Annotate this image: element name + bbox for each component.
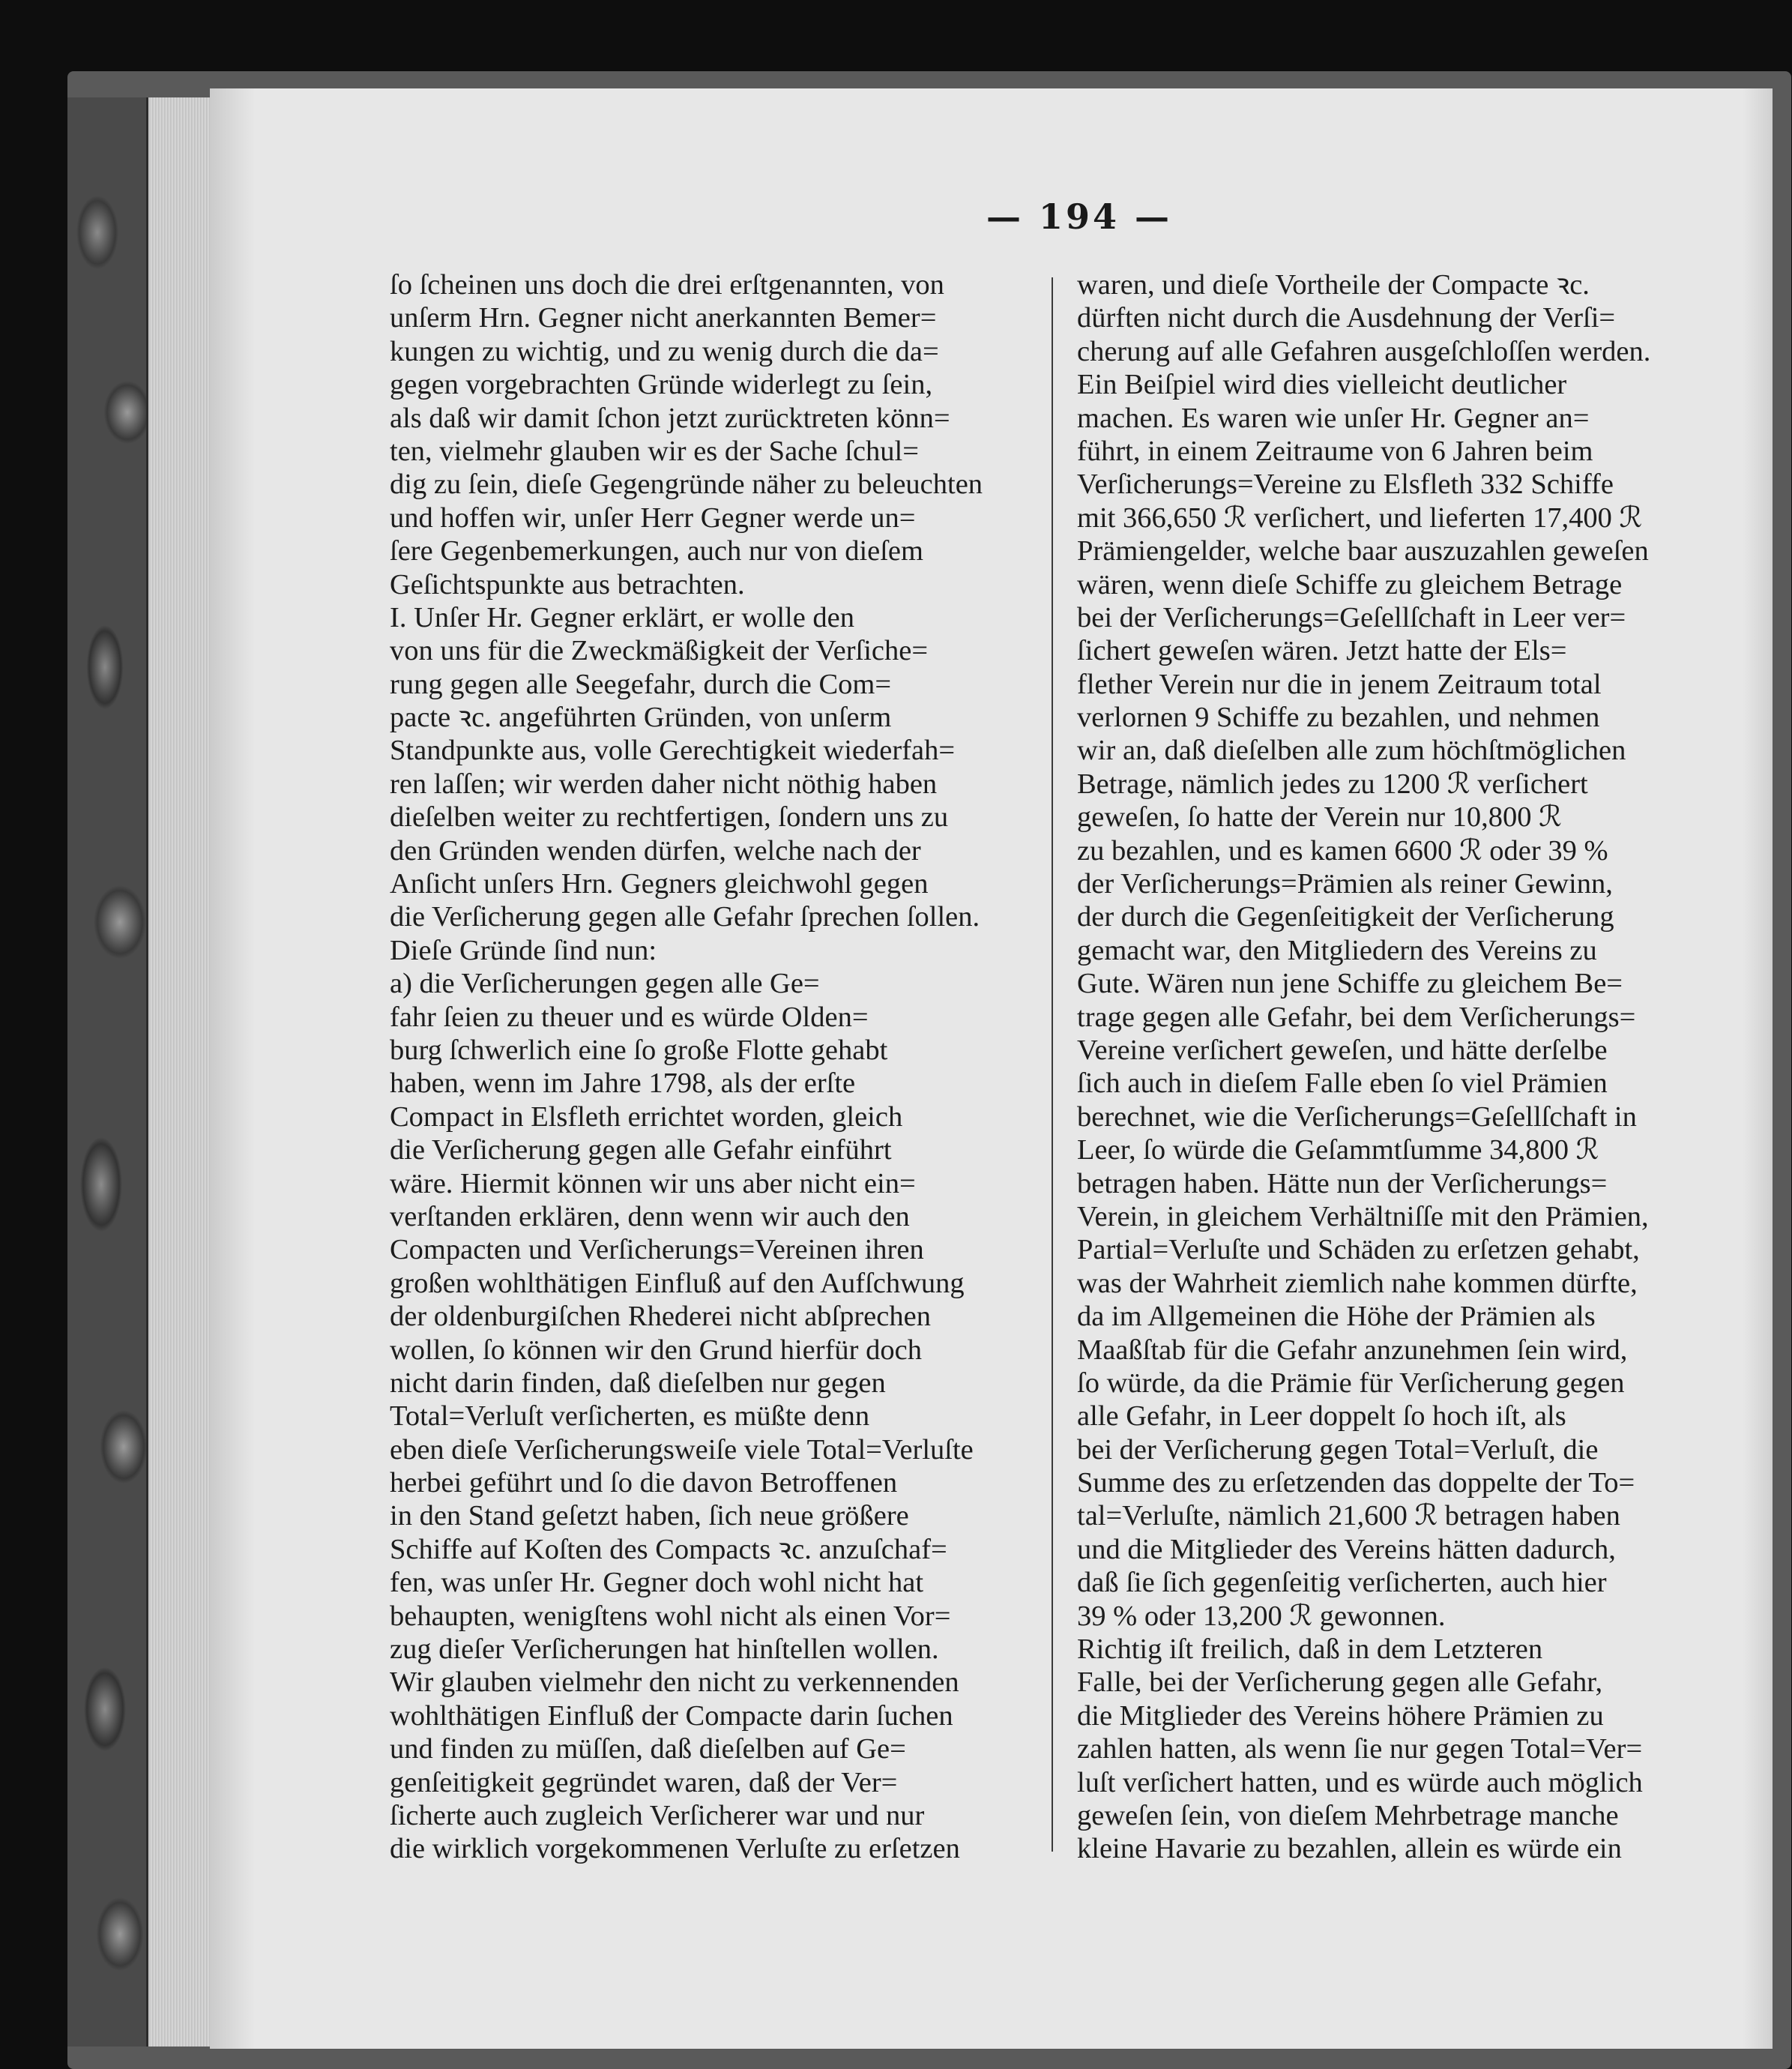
text-line: und finden zu müſſen, daß dieſelben auf Ge= — [390, 1733, 906, 1765]
text-line: waren, und dieſe Vortheile der Compacte ꝛc. — [1077, 269, 1590, 301]
text-line: ſo würde, da die Prämie für Verſicherung gegen — [1077, 1367, 1625, 1399]
text-line: tal=Verluſte, nämlich 21,600 ℛ betragen haben — [1077, 1500, 1620, 1532]
text-line: wir an, daß dieſelben alle zum höchſtmöglichen — [1077, 735, 1626, 767]
text-line: a) die Verſicherungen gegen alle Ge= — [390, 968, 820, 1000]
text-line: Schiffe auf Koſten des Compacts ꝛc. anzuſchaf= — [390, 1533, 947, 1565]
text-line: Dieſe Gründe ſind nun: — [390, 934, 657, 966]
text-line: ſere Gegenbemerkungen, auch nur von dieſem — [390, 535, 923, 567]
text-line: I. Unſer Hr. Gegner erklärt, er wolle den — [390, 601, 855, 633]
text-line: Ein Beiſpiel wird dies vielleicht deutlicher — [1077, 369, 1567, 401]
text-line: da im Allgemeinen die Höhe der Prämien als — [1077, 1301, 1596, 1333]
text-line: fen, was unſer Hr. Gegner doch wohl nicht hat — [390, 1567, 924, 1599]
text-line: Vereine verſichert geweſen, und hätte derſelbe — [1077, 1034, 1608, 1066]
text-line: machen. Es waren wie unſer Hr. Gegner an= — [1077, 402, 1590, 434]
text-line: alle Gefahr, in Leer doppelt ſo hoch iſt, als — [1077, 1400, 1566, 1433]
text-line: behaupten, wenigſtens wohl nicht als einen Vor= — [390, 1600, 951, 1632]
text-line: daß ſie ſich gegenſeitig verſicherten, auch hier — [1077, 1567, 1607, 1599]
left-text-column — [390, 268, 1057, 1866]
text-line: ſichert geweſen wären. Jetzt hatte der Els= — [1077, 635, 1567, 667]
text-line: wollen, ſo können wir den Grund hierfür doch — [390, 1334, 922, 1366]
text-line: ten, vielmehr glauben wir es der Sache ſchul= — [390, 435, 919, 467]
text-line: herbei geführt und ſo die davon Betroffenen — [390, 1467, 898, 1499]
text-line: burg ſchwerlich eine ſo große Flotte gehabt — [390, 1034, 888, 1066]
text-line: geweſen, ſo hatte der Verein nur 10,800 ℛ — [1077, 801, 1562, 834]
text-line: Betrage, nämlich jedes zu 1200 ℛ verſichert — [1077, 768, 1588, 800]
text-line: wäre. Hiermit können wir uns aber nicht ein= — [390, 1167, 916, 1199]
text-line: geweſen ſein, von dieſem Mehrbetrage manche — [1077, 1799, 1619, 1831]
marbled-board — [67, 97, 157, 2047]
text-line: der durch die Gegenſeitigkeit der Verſicherung — [1077, 901, 1614, 933]
text-line: mit 366,650 ℛ verſichert, und lieferten 17,400 ℛ — [1077, 502, 1643, 534]
text-line: und die Mitglieder des Vereins hätten dadurch, — [1077, 1533, 1616, 1565]
text-line: pacte ꝛc. angeführten Gründen, von unſerm — [390, 702, 892, 734]
text-line: der oldenburgiſchen Rhederei nicht abſprechen — [390, 1301, 931, 1333]
text-line: Compacten und Verſicherungs=Vereinen ihren — [390, 1234, 924, 1266]
text-line: gemacht war, den Mitgliedern des Vereins zu — [1077, 934, 1597, 966]
text-line: eben dieſe Verſicherungsweiſe viele Total=Verluſte — [390, 1433, 974, 1466]
text-line: wohlthätigen Einfluß der Compacte darin ſuchen — [390, 1699, 953, 1732]
text-line: Richtig iſt freilich, daß in dem Letzteren — [1077, 1633, 1543, 1666]
text-line: dig zu ſein, dieſe Gegengründe näher zu beleuchten — [390, 469, 983, 501]
right-text-column — [1077, 268, 1714, 1866]
text-line: zug dieſer Verſicherungen hat hinſtellen wollen. — [390, 1633, 939, 1666]
text-line: betragen haben. Hätte nun der Verſicherungs= — [1077, 1167, 1608, 1199]
text-line: Wir glauben vielmehr den nicht zu verkennenden — [390, 1666, 959, 1699]
text-line: trage gegen alle Gefahr, bei dem Verſicherungs= — [1077, 1001, 1636, 1033]
page-number-header: — 194 — — [986, 196, 1173, 237]
text-line: Total=Verluſt verſicherten, es müßte denn — [390, 1400, 870, 1433]
text-line: haben, wenn im Jahre 1798, als der erſte — [390, 1067, 856, 1100]
text-line: was der Wahrheit ziemlich nahe kommen dürfte, — [1077, 1267, 1638, 1299]
text-line: die Verſicherung gegen alle Gefahr ſprechen ſollen. — [390, 901, 980, 933]
text-line: zu bezahlen, und es kamen 6600 ℛ oder 39 % — [1077, 834, 1608, 867]
text-line: ſich auch in dieſem Falle eben ſo viel Prämien — [1077, 1067, 1608, 1100]
text-line: Geſichtspunkte aus betrachten. — [390, 568, 745, 600]
text-line: unſerm Hrn. Gegner nicht anerkannten Bemer= — [390, 302, 937, 334]
text-line: Partial=Verluſte und Schäden zu erſetzen gehabt, — [1077, 1234, 1640, 1266]
text-line: rung gegen alle Seegefahr, durch die Com= — [390, 668, 892, 700]
text-line: Gute. Wären nun jene Schiffe zu gleichem Be= — [1077, 968, 1623, 1000]
text-line: Anſicht unſers Hrn. Gegners gleichwohl gegen — [390, 868, 929, 900]
text-line: 39 % oder 13,200 ℛ gewonnen. — [1077, 1600, 1446, 1632]
column-divider — [1052, 277, 1053, 1852]
text-line: flether Verein nur die in jenem Zeitraum total — [1077, 668, 1602, 700]
page-edges — [146, 97, 216, 2047]
text-line: von uns für die Zweckmäßigkeit der Verſiche= — [390, 635, 929, 667]
text-line: wären, wenn dieſe Schiffe zu gleichem Betrage — [1077, 568, 1623, 600]
text-line: nicht darin finden, daß dieſelben nur gegen — [390, 1367, 886, 1399]
text-line: dürften nicht durch die Ausdehnung der Verſi= — [1077, 302, 1616, 334]
text-line: die wirklich vorgekommenen Verluſte zu erſetzen — [390, 1833, 960, 1865]
text-line: ſo ſcheinen uns doch die drei erſtgenannten, von — [390, 269, 944, 301]
text-line: in den Stand geſetzt haben, ſich neue größere — [390, 1500, 909, 1532]
text-line: Verſicherungs=Vereine zu Elsfleth 332 Schiffe — [1077, 469, 1614, 501]
text-line: ren laſſen; wir werden daher nicht nöthig haben — [390, 768, 938, 800]
text-line: zahlen hatten, als wenn ſie nur gegen Total=Ver= — [1077, 1733, 1643, 1765]
text-line: kleine Havarie zu bezahlen, allein es würde ein — [1077, 1833, 1622, 1865]
text-line: verſtanden erklären, denn wenn wir auch den — [390, 1200, 910, 1232]
text-line: den Gründen wenden dürfen, welche nach der — [390, 834, 921, 867]
text-line: der Verſicherungs=Prämien als reiner Gewinn, — [1077, 868, 1613, 900]
text-line: Prämiengelder, welche baar auszuzahlen geweſen — [1077, 535, 1649, 567]
text-line: Falle, bei der Verſicherung gegen alle Gefahr, — [1077, 1666, 1603, 1699]
text-line: die Verſicherung gegen alle Gefahr einführt — [390, 1134, 892, 1166]
text-line: Leer, ſo würde die Geſammtſumme 34,800 ℛ — [1077, 1134, 1599, 1166]
text-line: fahr ſeien zu theuer und es würde Olden= — [390, 1001, 869, 1033]
text-line: Standpunkte aus, volle Gerechtigkeit wiederfah= — [390, 735, 956, 767]
text-line: bei der Verſicherungs=Geſellſchaft in Leer ver= — [1077, 601, 1626, 633]
text-line: genſeitigkeit gegründet waren, daß der Ver= — [390, 1766, 898, 1798]
text-line: kungen zu wichtig, und zu wenig durch die da= — [390, 335, 939, 367]
text-line: Maaßſtab für die Gefahr anzunehmen ſein wird, — [1077, 1334, 1628, 1366]
text-line: als daß wir damit ſchon jetzt zurücktreten könn= — [390, 402, 950, 434]
text-line: Summe des zu erſetzenden das doppelte der To= — [1077, 1467, 1635, 1499]
text-line: cherung auf alle Gefahren ausgeſchloſſen werden. — [1077, 335, 1651, 367]
text-line: ſicherte auch zugleich Verſicherer war und nur — [390, 1799, 925, 1831]
text-line: großen wohlthätigen Einfluß auf den Aufſchwung — [390, 1267, 965, 1299]
text-line: führt, in einem Zeitraume von 6 Jahren beim — [1077, 435, 1593, 467]
text-line: berechnet, wie die Verſicherungs=Geſellſchaft in — [1077, 1100, 1637, 1133]
text-line: Compact in Elsfleth errichtet worden, gleich — [390, 1100, 903, 1133]
text-line: die Mitglieder des Vereins höhere Prämien zu — [1077, 1699, 1604, 1732]
text-line: luſt verſichert hatten, und es würde auch möglich — [1077, 1766, 1643, 1798]
text-line: gegen vorgebrachten Gründe widerlegt zu ſein, — [390, 369, 933, 401]
text-line: bei der Verſicherung gegen Total=Verluſt, die — [1077, 1433, 1599, 1466]
text-line: dieſelben weiter zu rechtfertigen, ſondern uns zu — [390, 801, 949, 834]
text-line: Verein, in gleichem Verhältniſſe mit den Prämien, — [1077, 1200, 1649, 1232]
text-line: und hoffen wir, unſer Herr Gegner werde un= — [390, 502, 916, 534]
text-line: verlornen 9 Schiffe zu bezahlen, und nehmen — [1077, 702, 1600, 734]
